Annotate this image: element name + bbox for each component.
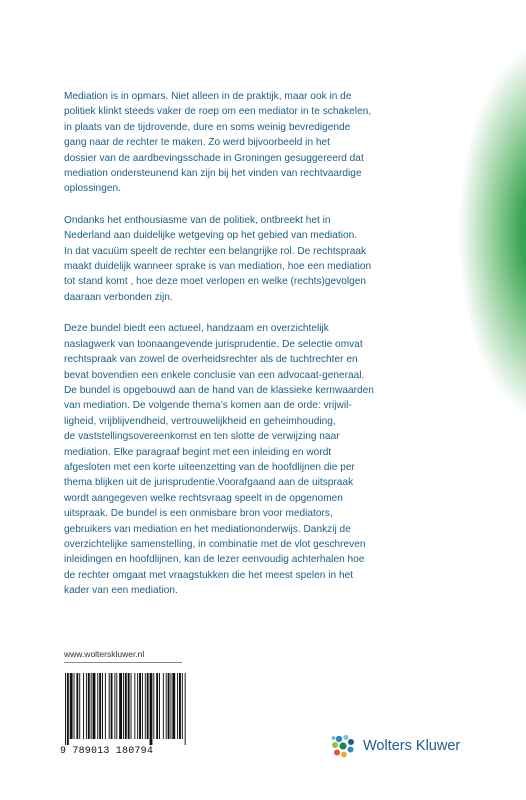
publisher-website: www.wolterskluwer.nl [64,649,145,659]
blurb-paragraph-1: Mediation is in opmars. Niet alleen in de praktijk, maar ook in de politiek klinkt steeds vaker de roep om een mediator in te schakelen, in plaats van de tijdrovende, dure en soms weinig bevredigende gang naar de rechter te maken. Zo werd bijvoorbeeld in het dossier van de aardbevingsschade in Groningen gesuggereerd dat mediation ondersteunend kan zijn bij het vinden van rechtvaardige oplossingen. [64,91,372,195]
publisher-logo [330,733,460,759]
publisher-name: Wolters Kluwer [363,738,461,754]
website-divider [64,662,182,663]
isbn-number: 9 789013 180794 [60,746,154,757]
wolters-kluwer-logo-icon [330,733,356,759]
blurb-paragraph-3: Deze bundel biedt een actueel, handzaam en overzichtelijk naslagwerk van toonaangevende jurisprudentie. De selectie omvat rechtspraak van zowel de overheidsrechter als de tuchtrechter en bevat bovendien een enkele conclusie van een advocaat-generaal. De bundel is opgebouwd aan de hand van de klassieke kernwaarden van mediation. De volgende thema’s komen aan de orde: vrijwil- ligheid, vrijblijvendheid, vertrouwelijkheid en geheimhouding, de vaststellingsovereenkomst en ten slotte de verwijzing naar mediation. Elke paragraaf begint met een inleiding en wordt afgesloten met een korte uiteenzetting van de hoofdlijnen die per thema blijken uit de jurisprudentie.Voorafgaand aan de uitspraak wordt aangegeven welke rechtsvraag speelt in de opgenomen uitspraak. De bundel is een onmisbare bron voor mediators, gebruikers van mediation en het mediationonderwijs. Dankzij de overzichtelijke samenstelling, in combinatie met de vlot geschreven inleidingen en hoofdlijnen, kan de lezer eenvoudig achterhalen hoe de rechter omgaat met vraagstukken die het meest spelen in het kader van een mediation. [64,323,374,597]
blurb-text [64,89,404,615]
blurb-paragraph-2: Ondanks het enthousiasme van de politiek, ontbreekt het in Nederland aan duidelijke wetgeving op het gebied van mediation. In dat vacuüm speelt de rechter een belangrijke rol. De rechtspraak maakt duidelijk wanneer sprake is van mediation, hoe een mediation tot stand komt , hoe deze moet verlopen en welke (rechts)gevolgen daaraan verbonden zijn. [64,214,372,303]
isbn-barcode [64,673,190,745]
